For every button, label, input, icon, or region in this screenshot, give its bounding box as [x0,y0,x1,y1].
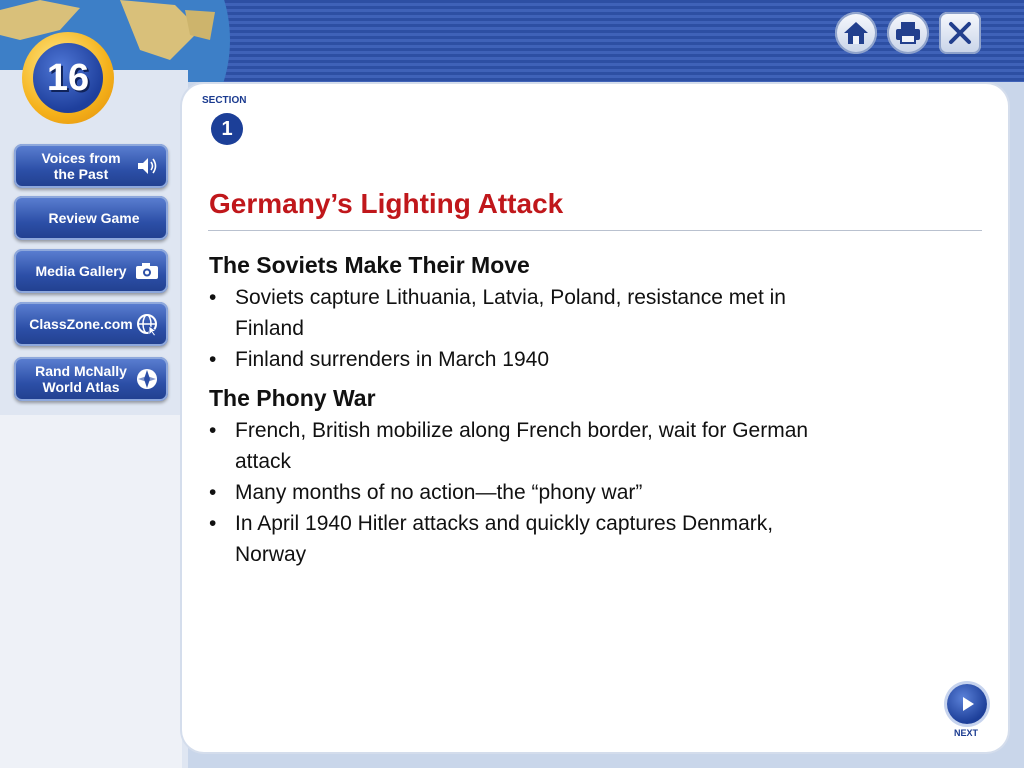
close-icon [946,19,974,47]
bullet-list [209,282,849,375]
next-label: NEXT [954,728,979,738]
globe-cursor-icon [134,313,160,335]
next-button[interactable] [947,684,987,724]
rand-mcnally-world-atlas-button[interactable] [14,357,168,401]
nav-label: Voices from the Past [41,150,121,182]
nav-label: Review Game [48,210,140,226]
bullet-item: • Finland surrenders in March 1940 [209,344,849,375]
block-heading: The Phony War [209,385,376,411]
home-button[interactable] [835,12,877,54]
camera-icon [134,260,160,282]
speaker-icon [134,155,160,177]
review-game-button[interactable] [14,196,168,240]
bullet-item: • Many months of no action—the “phony war” [209,477,849,508]
slide-body [209,250,849,578]
bullet-list [209,415,849,570]
content-block [209,250,849,375]
media-gallery-button[interactable] [14,249,168,293]
chapter-number: 16 [33,43,103,113]
section-label: SECTION [202,95,247,106]
nav-label: Rand McNally World Atlas [35,363,127,395]
classzone-button[interactable] [14,302,168,346]
chapter-badge [22,32,114,124]
content-block [209,383,849,570]
bullet-item: • French, British mobilize along French border, wait for German attack [209,415,849,477]
block-heading: The Soviets Make Their Move [209,252,530,278]
play-arrow-icon [957,694,977,714]
bullet-item: • Soviets capture Lithuania, Latvia, Poland, resistance met in Finland [209,282,849,344]
close-button[interactable] [939,12,981,54]
top-toolbar [835,12,981,54]
slide-title: Germany’s Lighting Attack [209,188,564,219]
print-button[interactable] [887,12,929,54]
left-panel-lower [0,415,182,768]
nav-label: ClassZone.com [29,316,133,332]
compass-icon [134,368,160,390]
voices-from-the-past-button[interactable] [14,144,168,188]
title-divider [208,230,982,231]
bullet-item: • In April 1940 Hitler attacks and quickly captures Denmark, Norway [209,508,849,570]
nav-label: Media Gallery [35,263,127,279]
section-number: 1 [211,113,243,145]
print-icon [893,20,923,46]
home-icon [841,19,871,47]
